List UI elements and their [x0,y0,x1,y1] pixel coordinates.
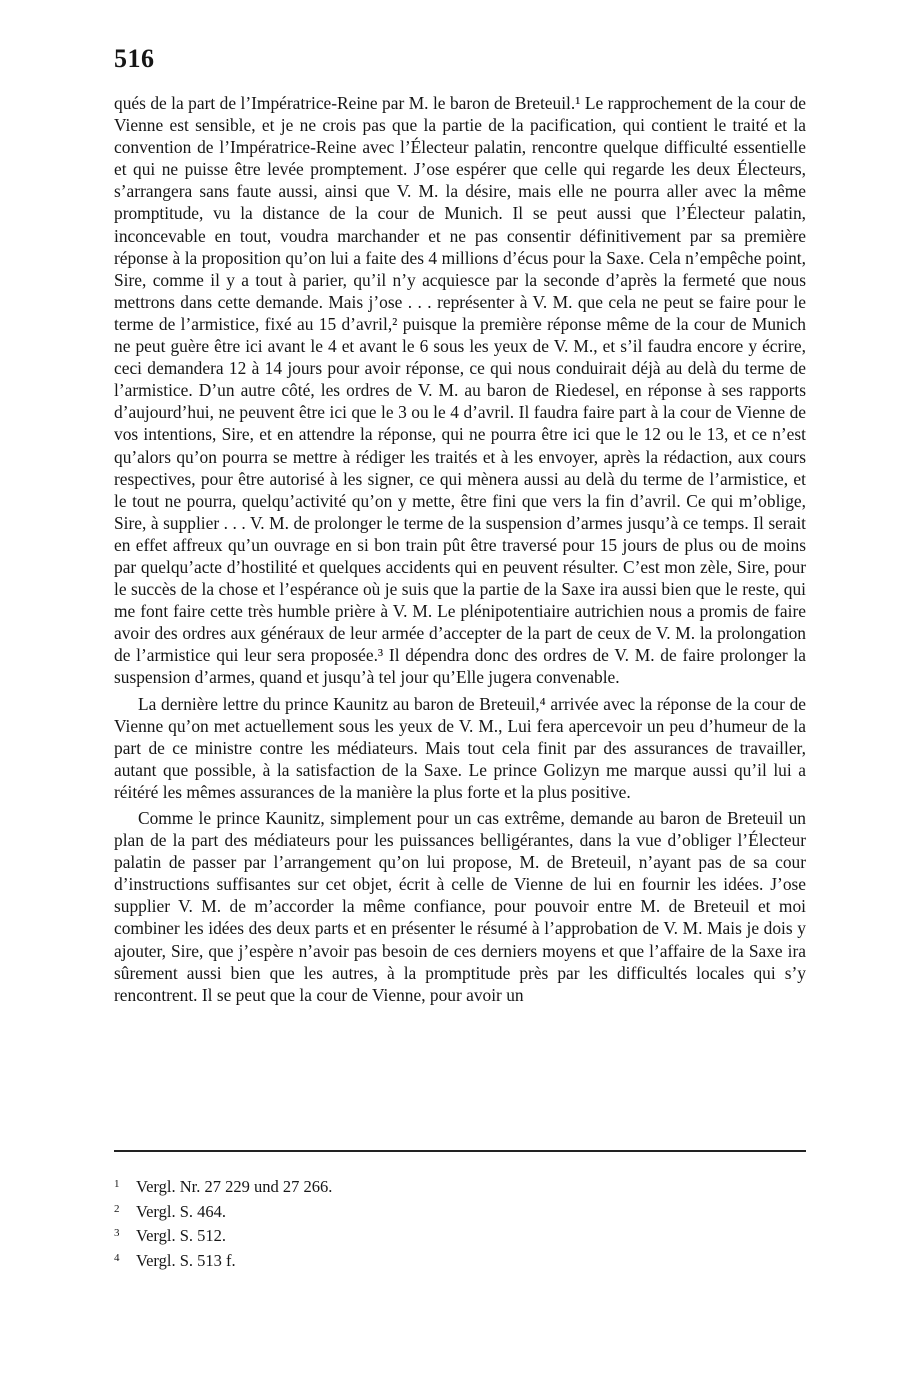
footnote [114,1176,806,1201]
footnote-divider [114,1150,806,1152]
paragraph: qués de la part de l’Impératrice-Reine par M. le baron de Breteuil.¹ Le rapprochement de la cour de Vienne est sensible, et je ne crois pas que la partie de la pacification, qui contient le traité et la convention de l’Impératrice-Reine avec l’Électeur palatin, rencontre quelque difficulté essentielle et qui ne puisse être levée promptement. J’ose espérer que celle qui regarde les deux Électeurs, s’arrangera sans faute aussi, ainsi que V. M. la désire, mais elle ne pourra aller avec la même promptitude, vu la distance de la cour de Munich. Il se peut aussi que l’Électeur palatin, inconcevable en tout, voudra marchander et ne pas consentir définitivement par sa première réponse à la proposition qu’on lui a faite des 4 millions d’écus pour la Saxe. Cela n’empêche point, Sire, comme il y a tout à parier, qu’il n’y acquiesce par la seconde d’après la fermeté que nous mettrons dans cette demande. Mais j’ose . . . représenter à V. M. que cela ne peut se faire pour le terme de l’armistice, fixé au 15 d’avril,² puisque la première réponse même de la cour de Munich ne peut guère être ici avant le 4 et avant le 6 sous les yeux de V. M., et s’il faudra encore y écrire, ceci demandera 12 à 14 jours pour avoir réponse, ce qui nous conduirait déjà au delà du terme de l’armistice. D’un autre côté, les ordres de V. M. au baron de Riedesel, en réponse à ses rapports d’aujourd’hui, ne peuvent être ici que le 3 ou le 4 d’avril. Il faudra faire part à la cour de Vienne de vos intentions, Sire, et en attendre la réponse, qui ne pourra être ici que le 12 ou le 13, et ce n’est qu’alors qu’on pourra se mettre à rédiger les traités et à les envoyer, après la rédaction, aux cours respectives, pour être autorisé à les signer, ce qui mènera aussi au delà du terme de l’armistice, et le tout ne pourra, quelqu’activité qu’on y mette, être fini que vers la fin d’avril. Ce qui m’oblige, Sire, à supplier . . . V. M. de prolonger le terme de la suspension d’armes jusqu’à ce temps. Il serait en effet affreux qu’un ouvrage en si bon train pût être traversé pour 15 jours de plus ou de moins par quelqu’acte d’hostilité et quelques accidents qui en peuvent résulter. C’est mon zèle, Sire, pour le succès de la chose et l’espérance où je suis que la partie de la Saxe ira aussi bien que le reste, qui me font faire cette très humble prière à V. M. Le plénipotentiaire autrichien nous a promis de faire avoir des ordres aux généraux de leur armée d’accepter de la part de ceux de V. M. la prolongation de l’armistice qui leur sera proposée.³ Il dépendra donc des ordres de V. M. de faire prolonger la suspension d’armes, quand et jusqu’à tel jour qu’Elle jugera convenable. [114,93,806,688]
footnote-text: Vergl. S. 512. [136,1226,226,1246]
footnotes [114,1176,806,1274]
footnote [114,1250,806,1275]
footnote-mark: 4 [114,1251,120,1264]
footnote-mark: 2 [114,1202,120,1215]
paragraph: La dernière lettre du prince Kaunitz au baron de Breteuil,⁴ arrivée avec la réponse de la cour de Vienne qu’on met actuellement sous les yeux de V. M., Lui fera apercevoir un peu d’humeur de la part de ce ministre contre les médiateurs. Mais tout cela finit par des assurances de travailler, autant que possible, à la satisfaction de la Saxe. Le prince Golizyn me marque aussi qu’il lui a réitéré les mêmes assurances de la manière la plus forte et la plus positive. [114,693,806,802]
paragraph: Comme le prince Kaunitz, simplement pour un cas extrême, demande au baron de Breteuil un plan de la part des médiateurs pour les puissances belligérantes, dans la vue d’obliger l’Électeur palatin de passer par l’arrangement qu’on lui propose, M. de Breteuil, n’ayant pas de sa cour d’instructions suffisantes sur cet objet, écrit à celle de Vienne de lui en fournir les idées. J’ose supplier V. M. de m’accorder la même confiance, pour pouvoir entre M. de Breteuil et moi combiner les idées des deux parts et en présenter le résumé à l’approbation de V. M. Mais je dois y ajouter, Sire, que j’espère n’avoir pas besoin de ces derniers moyens et que l’affaire de la Saxe ira sûrement aussi bien que les autres, à la promptitude près par les difficultés locales qui s’y rencontrent. Il se peut que la cour de Vienne, pour avoir un [114,808,806,1005]
footnote-text: Vergl. S. 464. [136,1201,226,1221]
footnote-mark: 3 [114,1227,120,1240]
footnote-mark: 1 [114,1178,120,1190]
page-number: 516 [114,44,155,73]
body-text [114,92,806,1006]
footnote [114,1201,806,1226]
footnote-text: Vergl. S. 513 f. [136,1250,236,1270]
footnote-text: Vergl. Nr. 27 229 und 27 266. [136,1177,333,1196]
footnote [114,1225,806,1250]
